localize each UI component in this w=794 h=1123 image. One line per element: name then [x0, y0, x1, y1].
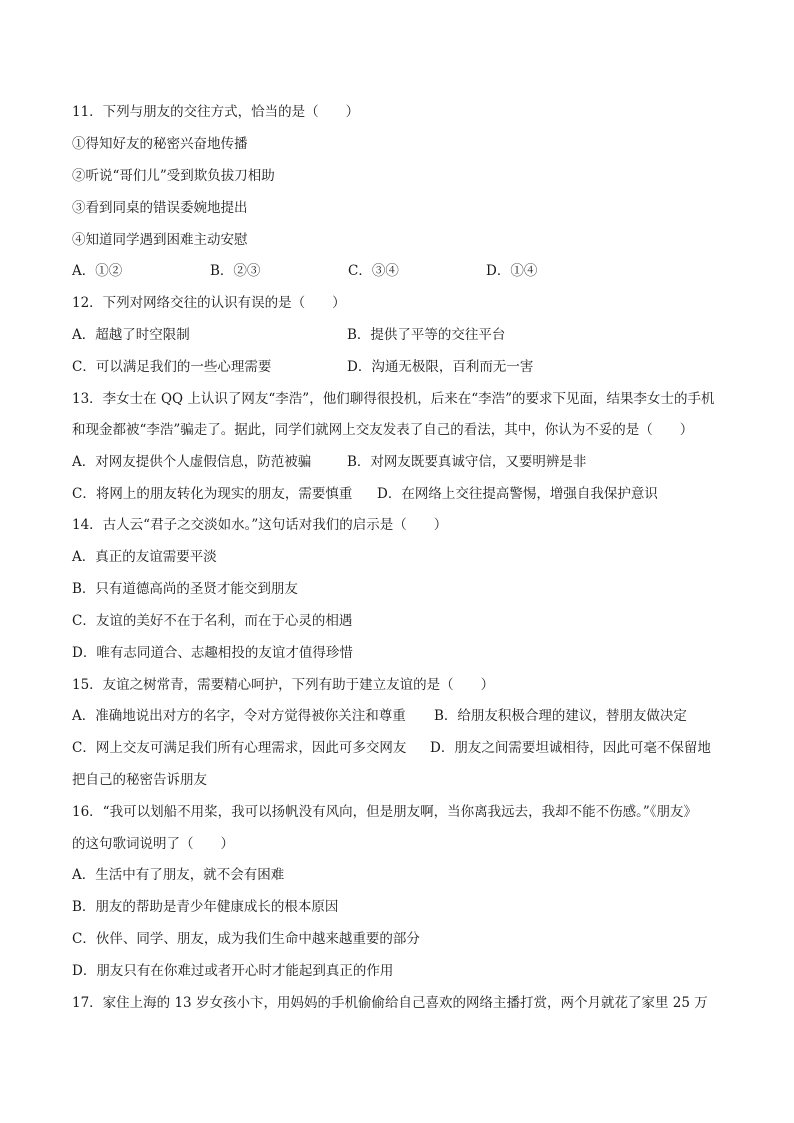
q15-option-d-continuation: 把自己的秘密告诉朋友: [72, 772, 207, 788]
q14-stem: 14．古人云“君子之交淡如水。”这句话对我们的启示是（ ）: [72, 517, 448, 533]
q12-option-c: C．可以满足我们的一些心理需要: [72, 359, 272, 375]
q12-option-a: A．超越了时空限制: [72, 327, 190, 343]
q16-option-b: B．朋友的帮助是青少年健康成长的根本原因: [72, 899, 339, 915]
q12-stem: 12．下列对网络交往的认识有误的是（ ）: [72, 295, 346, 311]
q16-option-d: D．朋友只有在你难过或者开心时才能起到真正的作用: [72, 963, 394, 979]
q13-option-b: B．对网友既要真诚守信，又要明辨是非: [347, 454, 587, 470]
q13-option-a: A．对网友提供个人虚假信息，防范被骗: [72, 454, 312, 470]
q11-option-b: B．②③: [210, 263, 261, 279]
q13-option-d: D．在网络上交往提高警惕，增强自我保护意识: [377, 486, 658, 502]
q15-option-d: D．朋友之间需要坦诚相待，因此可毫不保留地: [430, 740, 711, 756]
q16-stem-line2: 的这句歌词说明了（ ）: [72, 836, 234, 852]
q13-option-c: C．将网上的朋友转化为现实的朋友，需要慎重: [72, 486, 353, 502]
q16-stem-line1: 16．“我可以划船不用桨，我可以扬帆没有风向，但是朋友啊，当你离我远去，我却不能不伤感。”《朋友》: [72, 804, 697, 820]
q17-stem-line1: 17．家住上海的 13 岁女孩小卞，用妈妈的手机偷偷给自己喜欢的网络主播打赏，两个月就花了家里 25 万: [72, 995, 708, 1011]
q15-option-b: B．给朋友积极合理的建议，替朋友做决定: [434, 708, 687, 724]
q13-stem-line1: 13．李女士在 QQ 上认识了网友“李浩”，他们聊得很投机，后来在“李浩”的要求下见面，结果李女士的手机: [72, 391, 715, 407]
q12-option-b: B．提供了平等的交往平台: [347, 327, 506, 343]
q14-option-d: D．唯有志同道合、志趣相投的友谊才值得珍惜: [72, 645, 353, 661]
q11-option-a: A．①②: [72, 263, 123, 279]
q14-option-c: C．友谊的美好不在于名利，而在于心灵的相遇: [72, 613, 353, 629]
q11-option-d: D．①④: [486, 263, 538, 279]
q13-stem-line2: 和现金都被“李浩”骗走了。据此，同学们就网上交友发表了自己的看法，其中，你认为不妥的是（ ）: [72, 422, 694, 438]
q11-item-1: ①得知好友的秘密兴奋地传播: [72, 136, 248, 152]
q15-option-c: C．网上交友可满足我们所有心理需求，因此可多交网友: [72, 740, 407, 756]
q11-option-c: C．③④: [348, 263, 399, 279]
q14-option-b: B．只有道德高尚的圣贤才能交到朋友: [72, 581, 298, 597]
q14-option-a: A．真正的友谊需要平淡: [72, 549, 217, 565]
q15-stem: 15．友谊之树常青，需要精心呵护，下列有助于建立友谊的是（ ）: [72, 677, 495, 693]
q11-item-3: ③看到同桌的错误委婉地提出: [72, 200, 248, 216]
q12-option-d: D．沟通无极限，百利而无一害: [347, 359, 534, 375]
q16-option-a: A．生活中有了朋友，就不会有困难: [72, 867, 285, 883]
q11-item-2: ②听说“哥们儿”受到欺负拔刀相助: [72, 168, 275, 184]
q16-option-c: C．伙伴、同学、朋友，成为我们生命中越来越重要的部分: [72, 931, 420, 947]
q11-item-4: ④知道同学遇到困难主动安慰: [72, 232, 248, 248]
q11-stem: 11．下列与朋友的交往方式，恰当的是（ ）: [72, 104, 360, 120]
q15-option-a: A．准确地说出对方的名字，令对方觉得被你关注和尊重: [72, 708, 406, 724]
